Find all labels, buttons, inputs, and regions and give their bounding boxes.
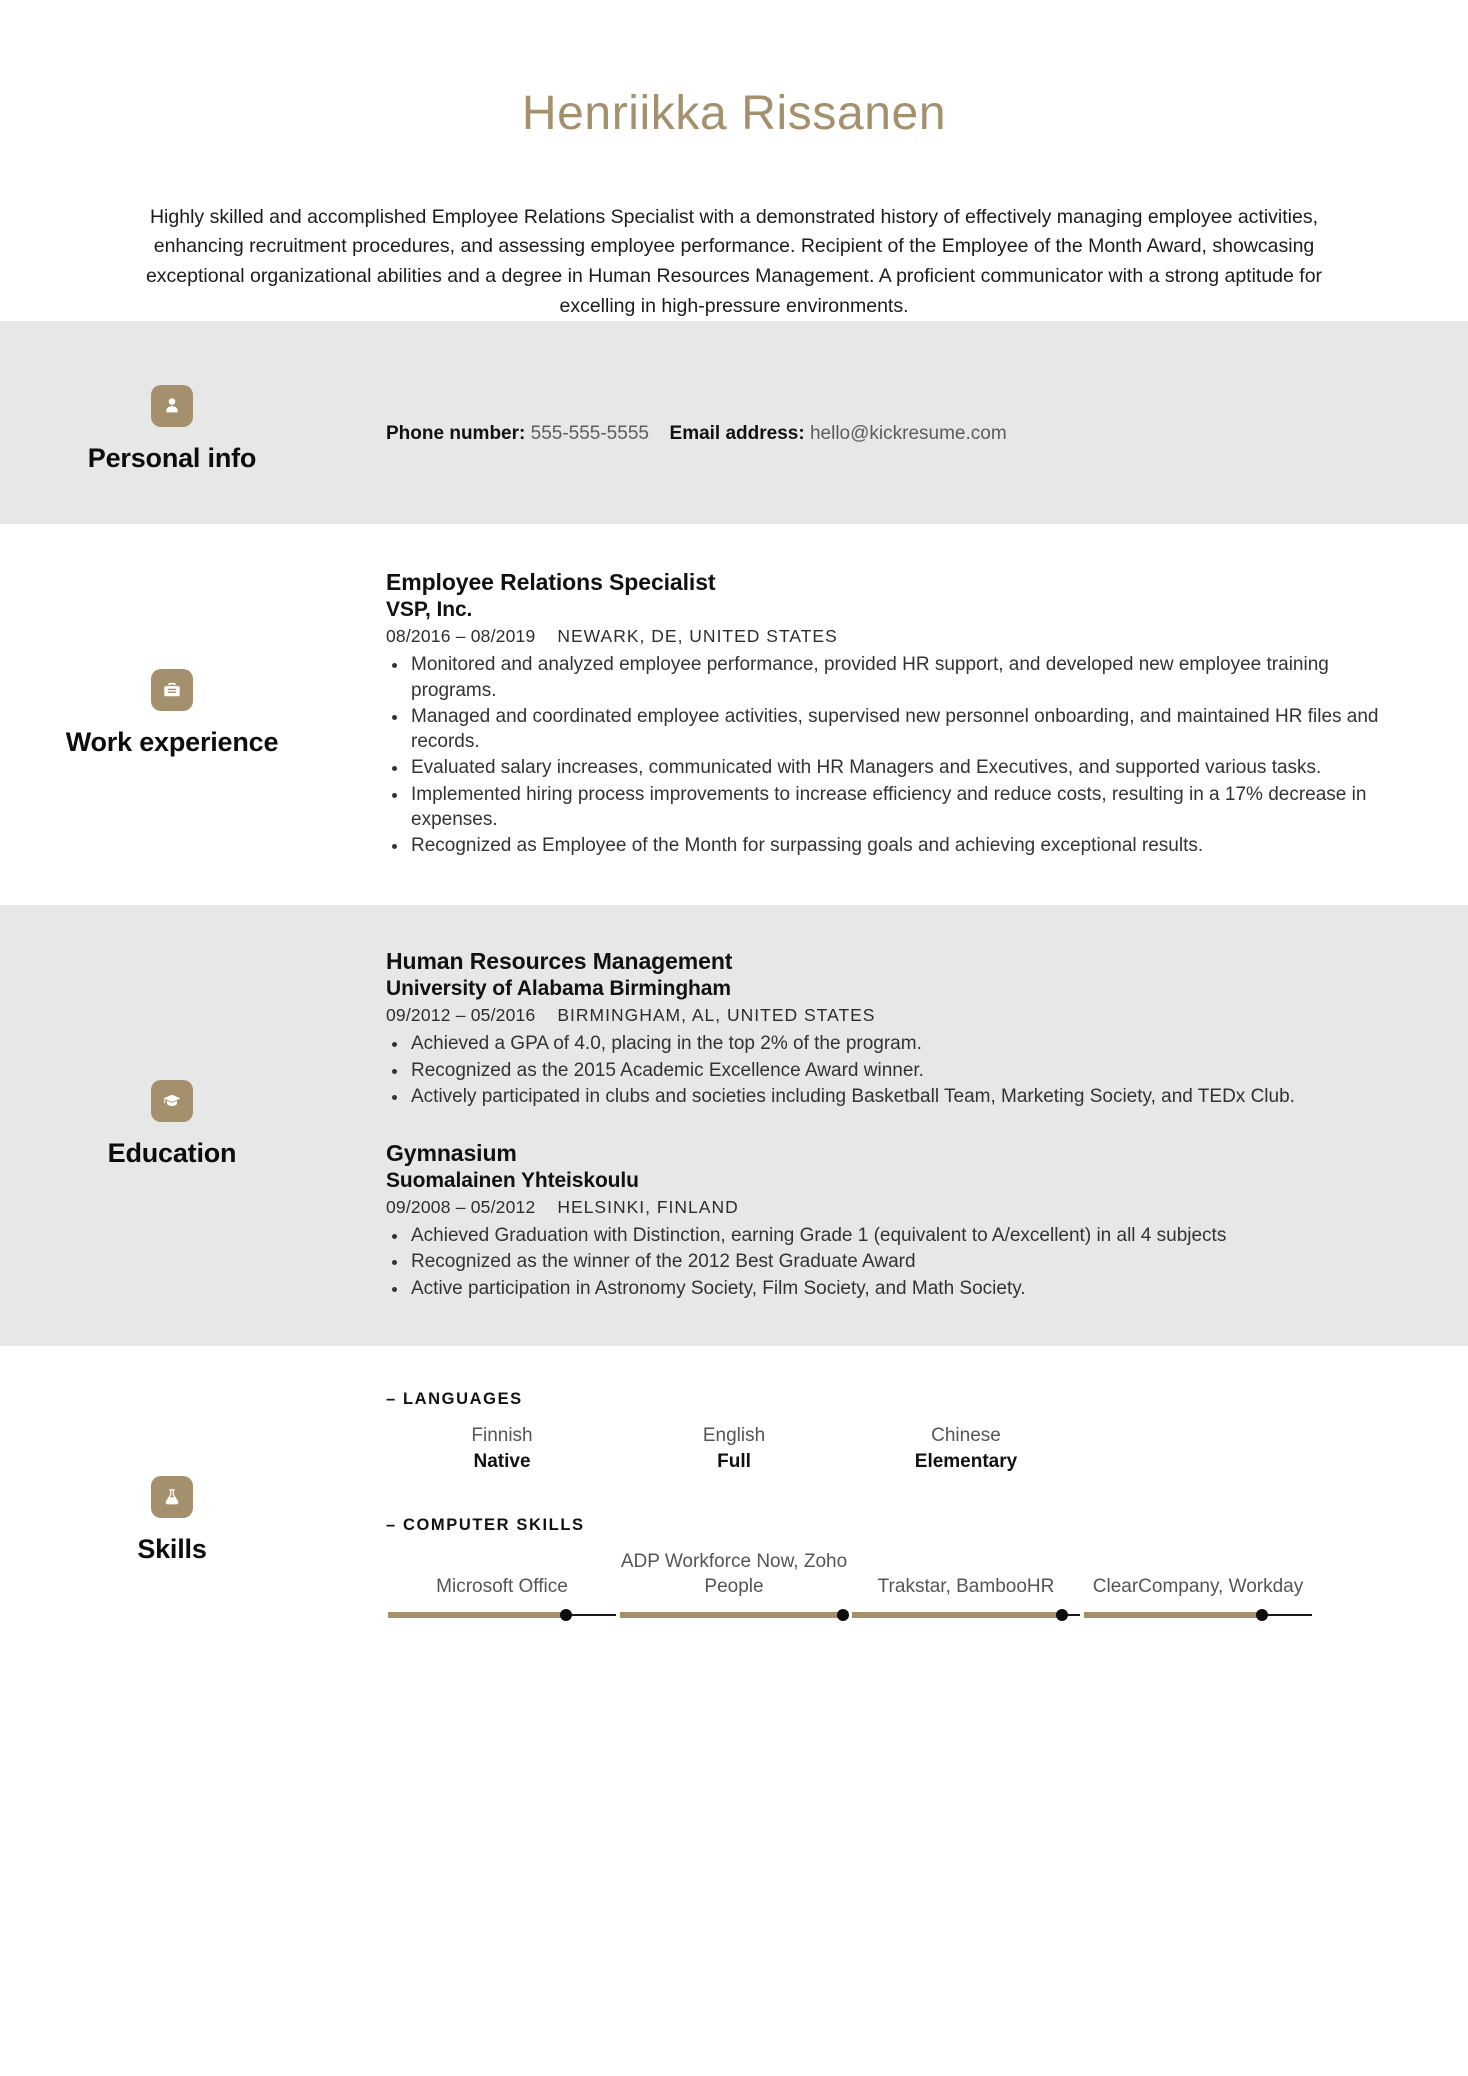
language-item <box>850 1423 1082 1474</box>
list-item: Achieved Graduation with Distinction, earning Grade 1 (equivalent to A/excellent) in all 4 subjects <box>386 1223 1408 1248</box>
section-title-personal-info: Personal info <box>87 443 257 474</box>
skill-label: Microsoft Office <box>436 1575 568 1597</box>
education-meta <box>386 1005 1408 1026</box>
flask-icon <box>151 1476 193 1518</box>
education-bullets <box>386 1223 1408 1301</box>
list-item: Active participation in Astronomy Society, Film Society, and Math Society. <box>386 1276 1408 1301</box>
list-item: Achieved a GPA of 4.0, placing in the top 2% of the program. <box>386 1031 1408 1056</box>
education-bullets <box>386 1031 1408 1109</box>
job-company: VSP, Inc. <box>386 598 473 622</box>
language-level: Native <box>473 1450 531 1472</box>
computer-skills-grid <box>386 1549 1408 1651</box>
skill-level-slider[interactable] <box>852 1609 1080 1621</box>
slider-fill <box>852 1612 1062 1618</box>
contact-line <box>386 367 1408 448</box>
skill-item <box>386 1549 618 1621</box>
group-heading-computer-skills: – COMPUTER SKILLS <box>386 1516 585 1535</box>
phone-label: Phone number: <box>386 423 526 445</box>
section-personal-info-side <box>0 367 380 474</box>
language-name: Finnish <box>471 1425 533 1447</box>
skill-level-slider[interactable] <box>1084 1609 1312 1621</box>
personal-info-content <box>380 367 1408 474</box>
slider-knob[interactable] <box>1256 1609 1268 1621</box>
briefcase-icon <box>151 669 193 711</box>
slider-knob[interactable] <box>1056 1609 1068 1621</box>
education-entry <box>386 1139 1408 1301</box>
list-item: Actively participated in clubs and societies including Basketball Team, Marketing Society, and TEDx Club. <box>386 1084 1408 1109</box>
section-title-education: Education <box>107 1138 237 1169</box>
work-experience-content <box>380 568 1408 859</box>
list-item: Recognized as the winner of the 2012 Best Graduate Award <box>386 1249 1408 1274</box>
education-meta <box>386 1197 1408 1218</box>
slider-fill <box>620 1612 843 1618</box>
skill-level-slider[interactable] <box>620 1609 848 1621</box>
section-personal-info <box>0 321 1468 524</box>
email-value: hello@kickresume.com <box>809 423 1007 445</box>
list-item: Managed and coordinated employee activities, supervised new personnel onboarding, and maintained HR files and records. <box>386 704 1408 755</box>
section-title-skills: Skills <box>137 1534 207 1565</box>
language-name: English <box>702 1425 766 1447</box>
section-education <box>0 905 1468 1346</box>
section-work-experience <box>0 524 1468 905</box>
language-level: Elementary <box>914 1450 1018 1472</box>
education-dates: 09/2012 – 05/2016 <box>386 1005 536 1026</box>
school-name: University of Alabama Birmingham <box>386 977 731 1001</box>
education-location: HELSINKI, FINLAND <box>557 1197 739 1218</box>
language-name: Chinese <box>931 1425 1001 1447</box>
list-item: Evaluated salary increases, communicated with HR Managers and Executives, and supported various tasks. <box>386 755 1408 780</box>
education-location: BIRMINGHAM, AL, UNITED STATES <box>557 1005 876 1026</box>
language-level: Full <box>717 1450 751 1472</box>
job-location: NEWARK, DE, UNITED STATES <box>557 626 838 647</box>
degree-title: Human Resources Management <box>386 948 733 975</box>
skill-item <box>850 1549 1082 1621</box>
job-position: Employee Relations Specialist <box>386 569 716 596</box>
phone-value: 555-555-5555 <box>530 423 649 445</box>
education-entry <box>386 947 1408 1109</box>
job-bullets <box>386 652 1408 858</box>
job-meta <box>386 626 1408 647</box>
education-dates: 09/2008 – 05/2012 <box>386 1197 536 1218</box>
skills-content <box>380 1390 1408 1651</box>
school-name: Suomalainen Yhteiskoulu <box>386 1168 639 1192</box>
summary-section <box>0 141 1468 322</box>
list-item: Implemented hiring process improvements to increase efficiency and reduce costs, resulting in a 17% decrease in expenses. <box>386 782 1408 833</box>
slider-fill <box>388 1612 566 1618</box>
skill-level-slider[interactable] <box>388 1609 616 1621</box>
resume-header <box>0 0 1468 141</box>
section-education-side <box>0 947 380 1302</box>
slider-fill <box>1084 1612 1262 1618</box>
slider-knob[interactable] <box>837 1609 849 1621</box>
list-item: Recognized as the 2015 Academic Excellence Award winner. <box>386 1058 1408 1083</box>
skill-label: Trakstar, BambooHR <box>877 1575 1055 1597</box>
language-item <box>386 1423 618 1474</box>
slider-knob[interactable] <box>560 1609 572 1621</box>
skill-label: ADP Workforce Now, Zoho People <box>620 1550 848 1597</box>
skill-item <box>1082 1549 1314 1621</box>
languages-grid <box>386 1423 1408 1474</box>
email-label: Email address: <box>669 423 805 445</box>
person-icon <box>151 385 193 427</box>
page-title: Henriikka Rissanen <box>521 87 947 140</box>
graduation-cap-icon <box>151 1080 193 1122</box>
section-skills <box>0 1346 1468 1731</box>
group-heading-languages: – LANGUAGES <box>386 1390 523 1409</box>
degree-title: Gymnasium <box>386 1140 517 1167</box>
section-skills-side <box>0 1390 380 1651</box>
language-item <box>618 1423 850 1474</box>
job-dates: 08/2016 – 08/2019 <box>386 626 536 647</box>
list-item: Monitored and analyzed employee performance, provided HR support, and developed new employee training programs. <box>386 652 1408 703</box>
skill-item <box>618 1549 850 1621</box>
education-content <box>380 947 1408 1302</box>
skill-label: ClearCompany, Workday <box>1092 1575 1304 1597</box>
work-entry <box>386 568 1408 858</box>
list-item: Recognized as Employee of the Month for surpassing goals and achieving exceptional results. <box>386 833 1408 858</box>
section-title-work-experience: Work experience <box>65 727 279 758</box>
profile-summary: Highly skilled and accomplished Employee Relations Specialist with a demonstrated history of effectively managing employee activities, enhancing recruitment procedures, and assessing employee performance. Recipient of the Employee of the Month Award, showcasing exceptional organizational abilities and a degree in Human Resources Management. A proficient communicator with a strong aptitude for excelling in high-pressure environments. <box>145 205 1323 317</box>
section-work-experience-side <box>0 568 380 859</box>
skill-group-languages <box>386 1390 1408 1474</box>
skill-group-computer-skills <box>386 1516 1408 1651</box>
